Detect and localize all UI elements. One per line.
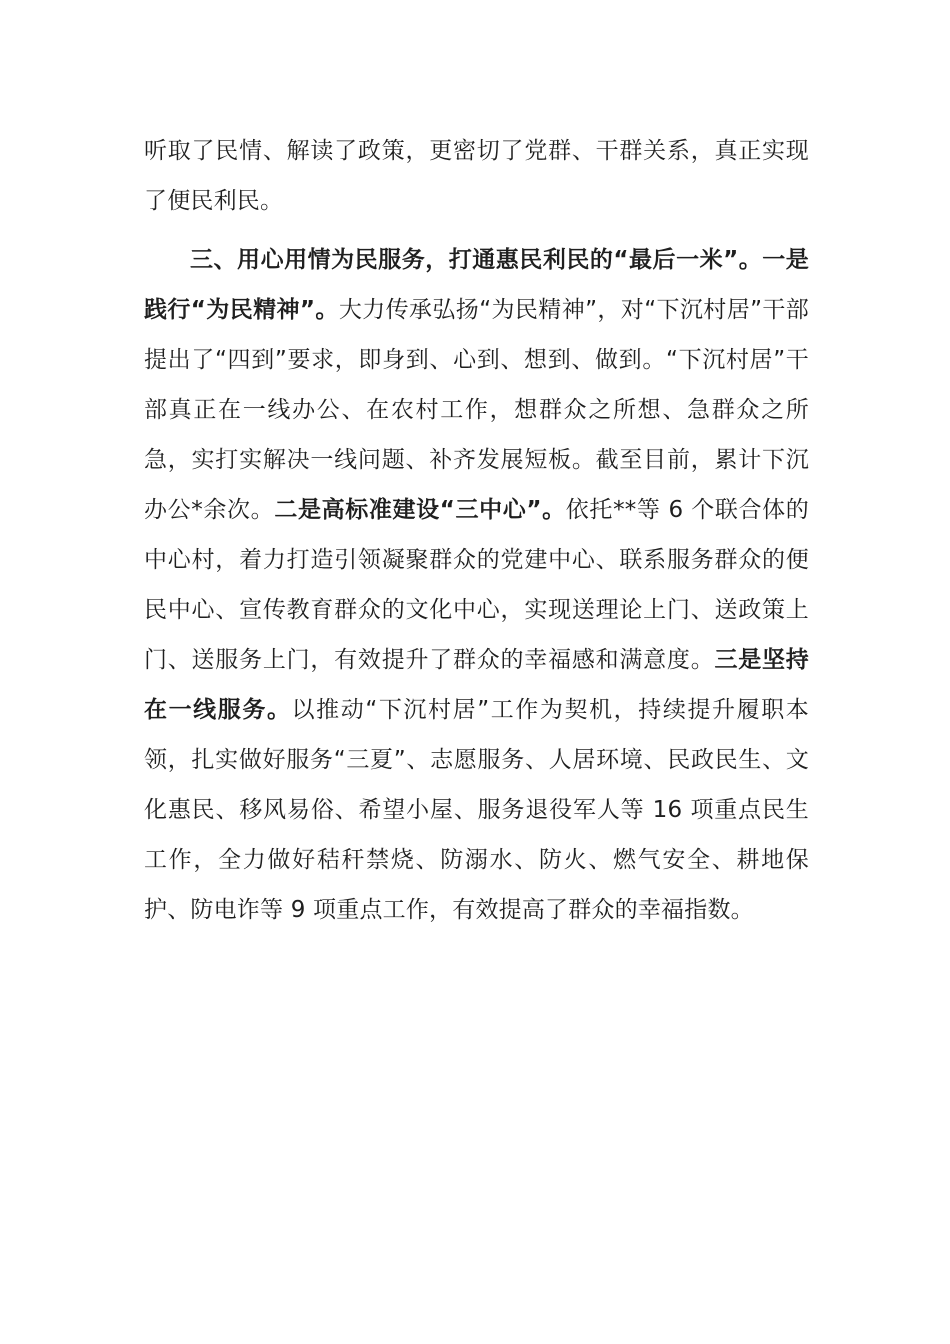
section-heading: 三、用心用情为民服务，打通惠民利民的“最后一米”。 [190, 247, 763, 273]
point-3-body: 以推动“下沉村居”工作为契机，持续提升履职本领，扎实做好服务“三夏”、志愿服务、人居环境、民政民生、文化惠民、移风易俗、希望小屋、服务退役军人等 16 项重点民生工作，全力做好秸秆禁烧、防溺水、防火、燃气安全、耕地保护、防电诈等 9 项重点工作，有效提高了群众的幸福指数。 [144, 697, 810, 923]
paragraph-section-three [144, 235, 809, 935]
paragraph-1-text: 听取了民情、解读了政策，更密切了党群、干群关系，真正实现了便民利民。 [144, 138, 809, 214]
paragraph-continuation [144, 126, 809, 226]
point-2-title: 二是高标准建设“三中心”。 [274, 497, 566, 523]
point-1-body: 大力传承弘扬“为民精神”，对“下沉村居”干部提出了“四到”要求，即身到、心到、想到、做到。“下沉村居”干部真正在一线办公、在农村工作，想群众之所想、急群众之所急，实打实解决一线问题、补齐发展短板。截至目前，累计下沉办公*余次。 [144, 297, 809, 523]
point-1-title: 一是践行“为民精神”。 [144, 247, 810, 323]
document-body [144, 126, 809, 935]
point-3-title: 三是坚持在一线服务。 [144, 647, 809, 723]
point-2-body: 依托**等 6 个联合体的中心村，着力打造引领凝聚群众的党建中心、联系服务群众的便民中心、宣传教育群众的文化中心，实现送理论上门、送政策上门、送服务上门，有效提升了群众的幸福感和满意度。 [144, 497, 809, 673]
